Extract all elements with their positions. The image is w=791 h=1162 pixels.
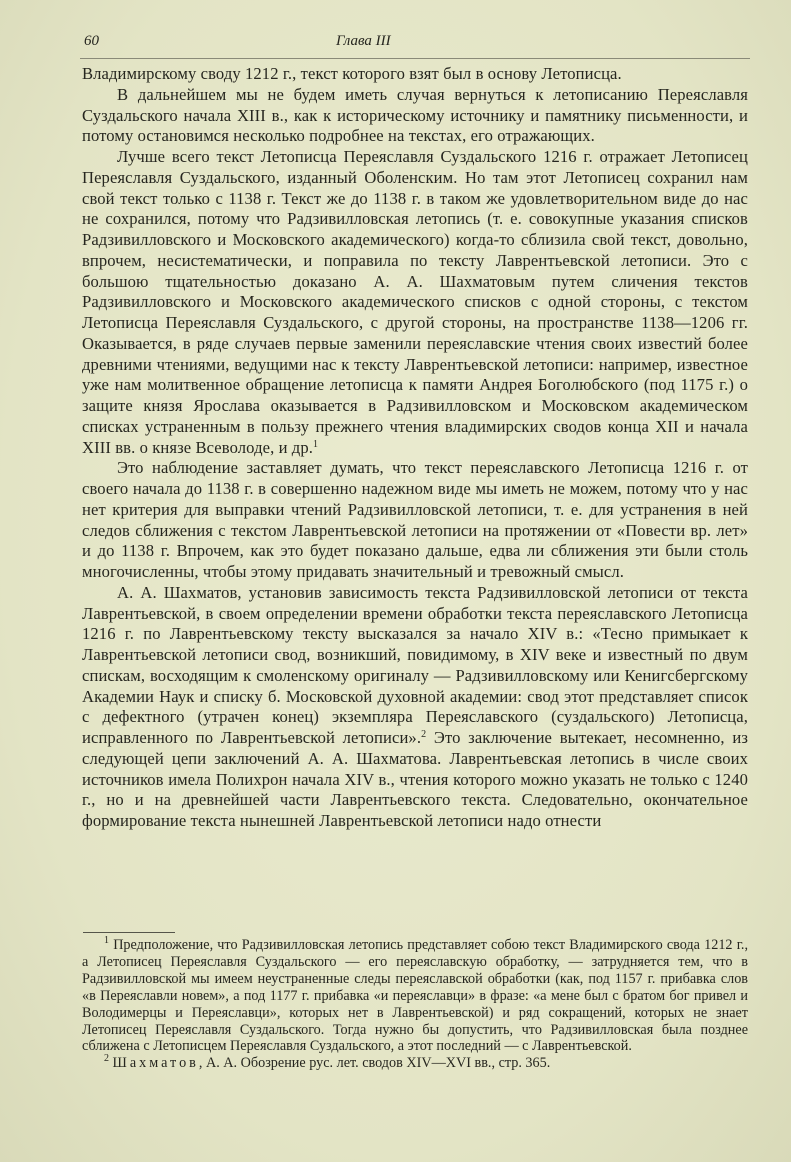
main-text	[82, 64, 748, 832]
paragraph-1: Владимирскому своду 1212 г., текст которого взят был в основу Летописца.	[82, 64, 622, 83]
footnote-separator	[83, 932, 175, 933]
page-header	[84, 33, 748, 53]
paragraph-2: В дальнейшем мы не будем иметь случая вернуться к летописанию Переяславля Суздальского начала XIII в., как к историческому источнику и памятнику письменности, и потому остановимся несколько подробнее на текстах, его отражающих.	[82, 84, 748, 146]
header-rule	[80, 58, 750, 59]
footnote-marker-1: 1	[104, 935, 109, 946]
running-title: Глава III	[336, 33, 391, 49]
page-number: 60	[84, 33, 99, 49]
paragraph-3: Лучше всего текст Летописца Переяславля Суздальского 1216 г. отражает Летописец Переяславля Суздальского, изданный Оболенским. Но там этот Летописец сохранил нам свой текст только с 1138 г. Текст же до 1138 г. в таком же удовлетворительном виде до нас не сохранился, потому что Радзивилловская летопись (т. е. совокупные указания списков Радзивилловского и Московского академического) когда-то сблизила свой текст, довольно, впрочем, несистематически, и поправила по тексту Лаврентьевской летописи. Это с большою тщательностью доказано А. А. Шахматовым путем сличения текстов Радзивилловского и Московского академического списков с одной стороны, с текстом Летописца Переяславля Суздальского, с другой стороны, на пространстве 1138—1206 гг. Оказывается, в ряде случаев первые заменили переяславские чтения своих известий более древними чтениями, ведущими нас к тексту Лаврентьевской летописи: например, известное уже нам молитвенное обращение летописца к памяти Андрея Боголюбского (под 1175 г.) о защите князя Ярослава оказывается в Радзивилловском и Московском академическом списках устраненным в пользу прежнего чтения владимирских сводов конца XII и начала XIII вв. о князе Всеволоде, и др.$^1$	[82, 147, 748, 457]
paragraph-5: А. А. Шахматов, установив зависимость текста Радзивилловской летописи от текста Лаврентьевской, в своем определении времени обработки текста переяславского Летописца 1216 г. по Лаврентьевскому тексту высказался за начало XIV в.: «Тесно примыкает к Лаврентьевской летописи свод, возникший, повидимому, в XIV веке и известный по двум спискам, восходящим к смоленскому оригиналу — Радзивилловскому или Кенигсбергскому Академии Наук и списку б. Московской духовной академии: свод этот представляет список с дефектного (утрачен конец) экземпляра Переяславского (суздальского) Летописца, исправленного по Лаврентьевской летописи».$^2$ Это заключение вытекает, несомненно, из следующей цепи заключений А. А. Шахматова. Лаврентьевская летопись в числе своих источников имела Полихрон начала XIV в., чтения которого можно указать не только с 1240 г., но и на древнейшей части Лаврентьевского текста. Следовательно, окончательное формирование текста нынешней Лаврентьевской летописи надо отнести	[82, 582, 748, 830]
paragraph-4: Это наблюдение заставляет думать, что текст переяславского Летописца 1216 г. от своего начала до 1138 г. в совершенно надежном виде мы иметь не можем, потому что у нас нет критерия для выправки чтений Радзивилловской летописи, т. е. для устранения в ней следов сближения с текстом Лаврентьевской летописи на протяжении от «Повести вр. лет» и до 1138 г. Впрочем, как это будет показано дальше, едва ли сближения эти были столь многочисленны, чтобы этому придавать значительный и тревожный смысл.	[82, 458, 748, 581]
footnote-ref-1[interactable]: 1	[313, 438, 319, 450]
footnotes	[82, 937, 748, 1072]
footnote-marker-2: 2	[104, 1053, 109, 1065]
footnote-author: Шахматов	[112, 1055, 199, 1072]
footnote-1: $^1$ Предположение, что Радзивилловская летопись представляет собою текст Владимирского свода 1212 г., а Летописец Переяславля Суздальского — его переяславскую обработку, — затрудняется тем, что в Радзивилловской мы имеем неустраненные следы переяславской обработки (как, под 1157 г. прибавка слов «в Переяславли новем», а под 1177 г. прибавка «и переяславци» в фразе: «а мене был с братом бог привел и Володимерцы и Переяславци», которых нет в Лаврентьевской) и ряд сокращений, которых не знает Летописец Переяславля Суздальского. Тогда нужно бы допустить, что Радзивилловская была позднее сближена с Летописцем Переяславля Суздальского, а этот последний — с Лаврентьевской.	[82, 935, 749, 1055]
footnote-2: $^2$ Шахматов, А. А. Обозрение рус. лет. сводов XIV—XVI вв., стр. 365.	[104, 1053, 551, 1072]
footnote-ref-2[interactable]: 2	[421, 729, 427, 740]
